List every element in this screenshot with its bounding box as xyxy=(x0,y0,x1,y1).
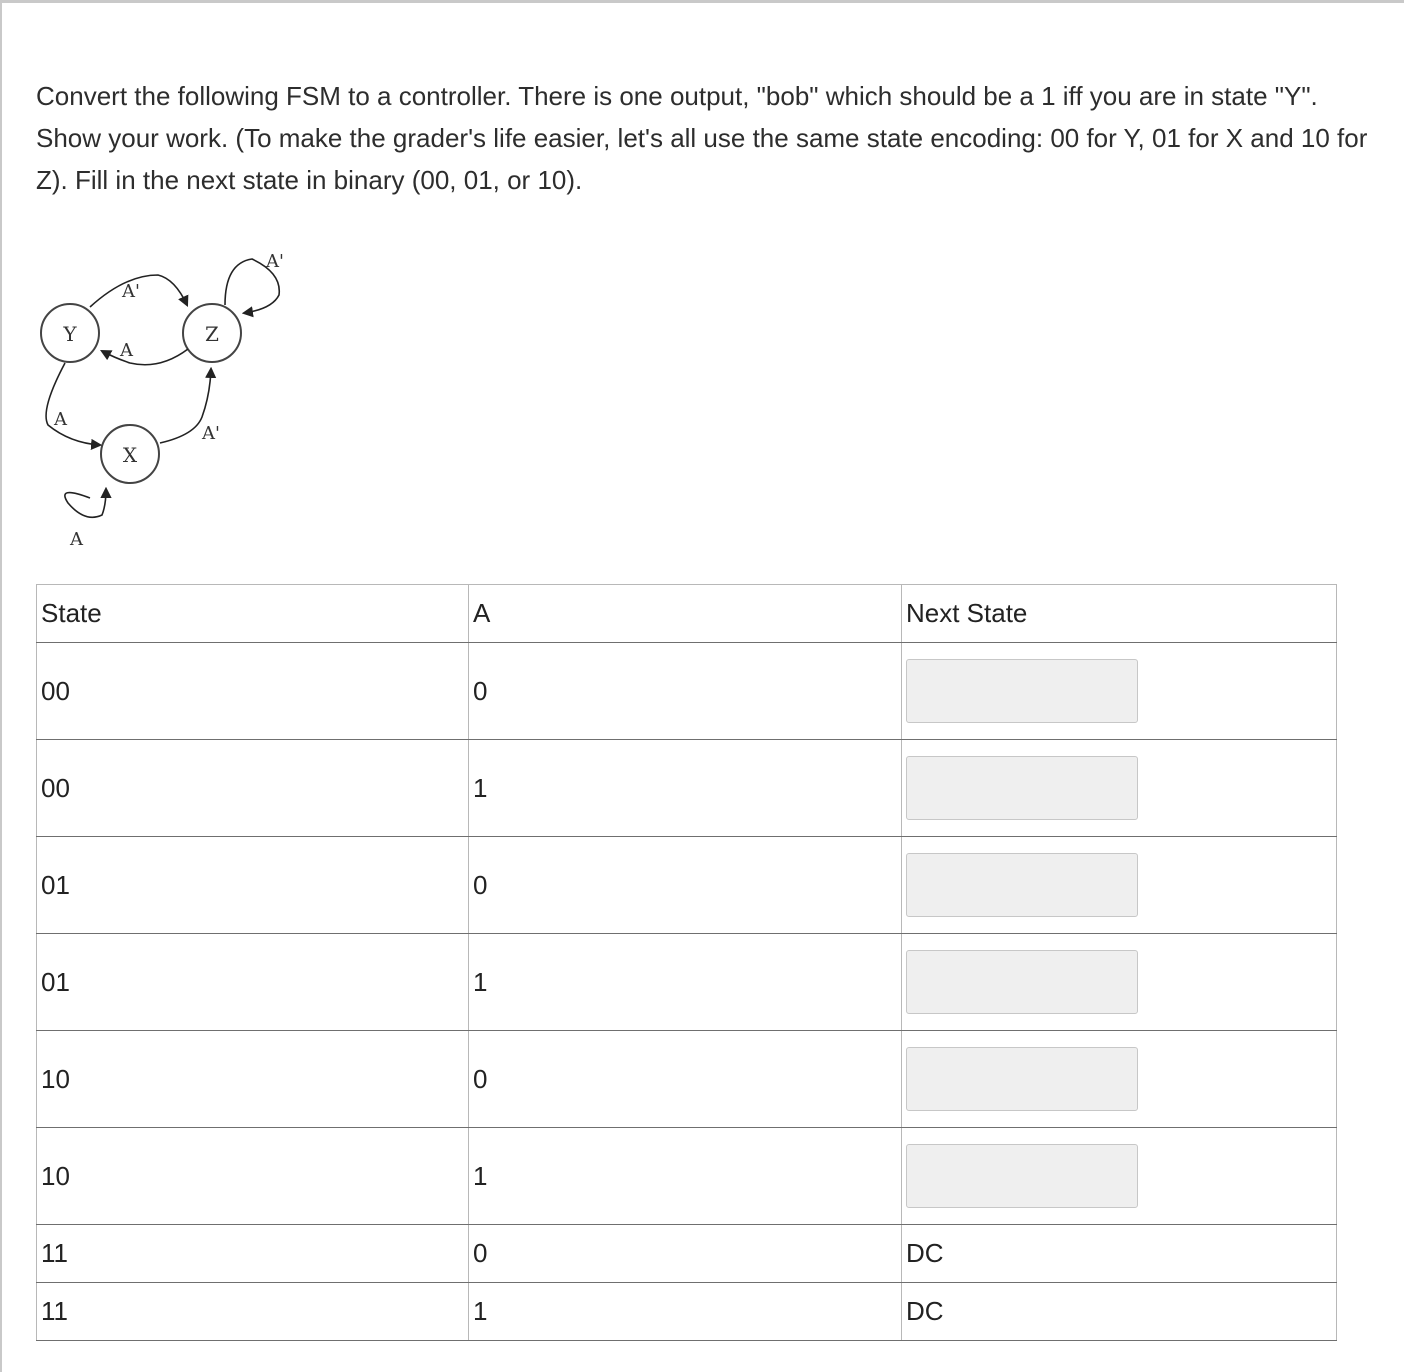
label-y-to-z: A' xyxy=(122,281,140,302)
a-cell: 0 xyxy=(469,837,902,934)
next-state-cell xyxy=(902,934,1337,1031)
header-state: State xyxy=(37,585,469,643)
table-row xyxy=(37,1283,1337,1341)
header-next-state: Next State xyxy=(902,585,1337,643)
next-state-cell xyxy=(902,740,1337,837)
table-row xyxy=(37,1225,1337,1283)
state-cell: 01 xyxy=(37,837,469,934)
fsm-diagram xyxy=(30,245,300,555)
next-state-input[interactable] xyxy=(906,1047,1138,1111)
a-cell: 0 xyxy=(469,643,902,740)
frame-left-border xyxy=(0,0,2,1372)
label-y-to-x: A xyxy=(54,409,67,430)
table-row xyxy=(37,1031,1337,1128)
next-state-input[interactable] xyxy=(906,659,1138,723)
next-state-input[interactable] xyxy=(906,756,1138,820)
table-row xyxy=(37,934,1337,1031)
state-cell: 00 xyxy=(37,643,469,740)
state-cell: 11 xyxy=(37,1283,469,1341)
table-row xyxy=(37,837,1337,934)
frame-top-border xyxy=(0,0,1404,3)
transition-y-to-x xyxy=(46,363,100,445)
a-cell: 1 xyxy=(469,1283,902,1341)
next-state-cell xyxy=(902,837,1337,934)
state-x xyxy=(101,425,159,483)
question-text: Convert the following FSM to a controller. There is one output, "bob" which should be a 1 iff you are in state "Y". Show your work. (To make the grader's life easier, let's all use the same state encoding: 00 for Y, 01 for X and 10 for Z). Fill in the next state in binary (00, 01, or 10). xyxy=(36,81,1368,195)
next-state-input[interactable] xyxy=(906,853,1138,917)
state-x-label: X xyxy=(122,443,138,467)
state-cell: 10 xyxy=(37,1128,469,1225)
header-a: A xyxy=(469,585,902,643)
state-cell: 00 xyxy=(37,740,469,837)
a-cell: 0 xyxy=(469,1031,902,1128)
label-z-to-y: A xyxy=(120,340,133,361)
a-cell: 0 xyxy=(469,1225,902,1283)
next-state-input[interactable] xyxy=(906,1144,1138,1208)
next-state-dc: DC xyxy=(902,1225,1337,1283)
state-y xyxy=(41,304,99,362)
label-x-self: A xyxy=(70,529,83,550)
state-cell: 01 xyxy=(37,934,469,1031)
label-x-to-z: A' xyxy=(202,423,220,444)
state-cell: 11 xyxy=(37,1225,469,1283)
next-state-cell xyxy=(902,1031,1337,1128)
table-row xyxy=(37,740,1337,837)
state-z xyxy=(183,304,241,362)
next-state-cell xyxy=(902,643,1337,740)
next-state-input[interactable] xyxy=(906,950,1138,1014)
table-row xyxy=(37,1128,1337,1225)
next-state-table xyxy=(36,584,1337,1341)
table-header-row xyxy=(37,585,1337,643)
state-cell: 10 xyxy=(37,1031,469,1128)
a-cell: 1 xyxy=(469,1128,902,1225)
transition-x-self xyxy=(65,489,106,517)
state-y-label: Y xyxy=(63,322,77,346)
table-row xyxy=(37,643,1337,740)
next-state-dc: DC xyxy=(902,1283,1337,1341)
label-z-self: A' xyxy=(266,251,284,272)
a-cell: 1 xyxy=(469,934,902,1031)
state-z-label: Z xyxy=(205,322,219,346)
next-state-cell xyxy=(902,1128,1337,1225)
transition-z-to-y xyxy=(102,349,188,365)
a-cell: 1 xyxy=(469,740,902,837)
